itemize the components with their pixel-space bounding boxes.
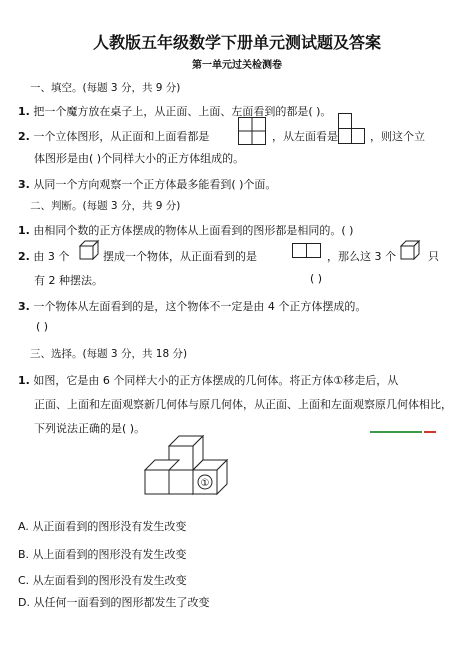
document-title: 人教版五年级数学下册单元测试题及答案 [92, 33, 381, 52]
s2-q1 [18, 222, 353, 238]
accent-line-green [370, 431, 422, 433]
cube-icon [400, 240, 420, 260]
question-text: 一个物体从左面看到的是，这个物体不一定是由 4 个正方体摆成的。 [33, 300, 367, 313]
s2-q3-line2: ( ) [36, 320, 49, 333]
s2-q2-part-d: 只 [428, 250, 439, 263]
s1-q2-line2: 体图形是由( )个同样大小的正方体组成的。 [34, 152, 245, 165]
s1-q1 [18, 103, 331, 119]
s3-q1-line1 [18, 372, 398, 388]
s2-q2-line2: 有 2 种摆法。 [34, 274, 103, 287]
l-shape-figure [338, 113, 366, 145]
cube-label: ① [200, 478, 210, 489]
question-text: 如图，它是由 6 个同样大小的正方体摆成的几何体。将正方体①移走后，从 [33, 374, 399, 387]
question-text: 把一个魔方放在桌子上，从正面、上面、左面看到的都是( )。 [33, 105, 332, 118]
section-2-heading: 二、判断。(每题 3 分，共 9 分) [30, 200, 181, 212]
question-number: 3. [18, 178, 30, 191]
question-number: 2. [18, 130, 30, 143]
square-grid-figure [238, 117, 266, 145]
s2-q2-paren: ( ) [310, 272, 323, 285]
option-a[interactable]: A. 从正面看到的图形没有发生改变 [18, 520, 187, 533]
section-1-heading: 一、填空。(每题 3 分，共 9 分) [30, 82, 181, 94]
s2-q2-line1 [18, 248, 69, 264]
s1-q2-part-c: ，则这个立 [370, 130, 425, 143]
question-number: 1. [18, 105, 30, 118]
s1-q3 [18, 176, 276, 192]
two-squares-figure [292, 243, 322, 259]
s3-q1-line2: 正面、上面和左面观察新几何体与原几何体，从正面、上面和左面观察原几何体相比， [34, 398, 452, 411]
question-text: 由 3 个 [33, 250, 70, 263]
cube-icon [79, 240, 99, 260]
s2-q3 [18, 298, 366, 314]
accent-line-red [424, 431, 436, 433]
s2-q2-part-b: 摆成一个物体，从正面看到的是 [103, 250, 257, 263]
s2-q2-part-c: ，那么这 3 个 [327, 250, 396, 263]
s1-q2-line1 [18, 128, 209, 144]
section-3-heading: 三、选择。(每题 3 分，共 18 分) [30, 348, 188, 360]
question-number: 2. [18, 250, 30, 263]
question-number: 3. [18, 300, 30, 313]
s3-q1-line3: 下列说法正确的是( )。 [34, 422, 146, 435]
option-d[interactable]: D. 从任何一面看到的图形都发生了改变 [18, 596, 210, 609]
question-number: 1. [18, 374, 30, 387]
document-subtitle: 第一单元过关检测卷 [192, 60, 282, 71]
s1-q2-part-b: ，从左面看是 [272, 130, 338, 143]
cube-structure-figure [140, 432, 230, 504]
question-number: 1. [18, 224, 30, 237]
question-text: 一个立体图形，从正面和上面看都是 [33, 130, 210, 143]
question-text: 由相同个数的正方体摆成的物体从上面看到的图形都是相同的。( ) [33, 224, 354, 237]
question-text: 从同一个方向观察一个正方体最多能看到( )个面。 [33, 178, 277, 191]
option-b[interactable]: B. 从上面看到的图形没有发生改变 [18, 548, 187, 561]
option-c[interactable]: C. 从左面看到的图形没有发生改变 [18, 574, 187, 587]
